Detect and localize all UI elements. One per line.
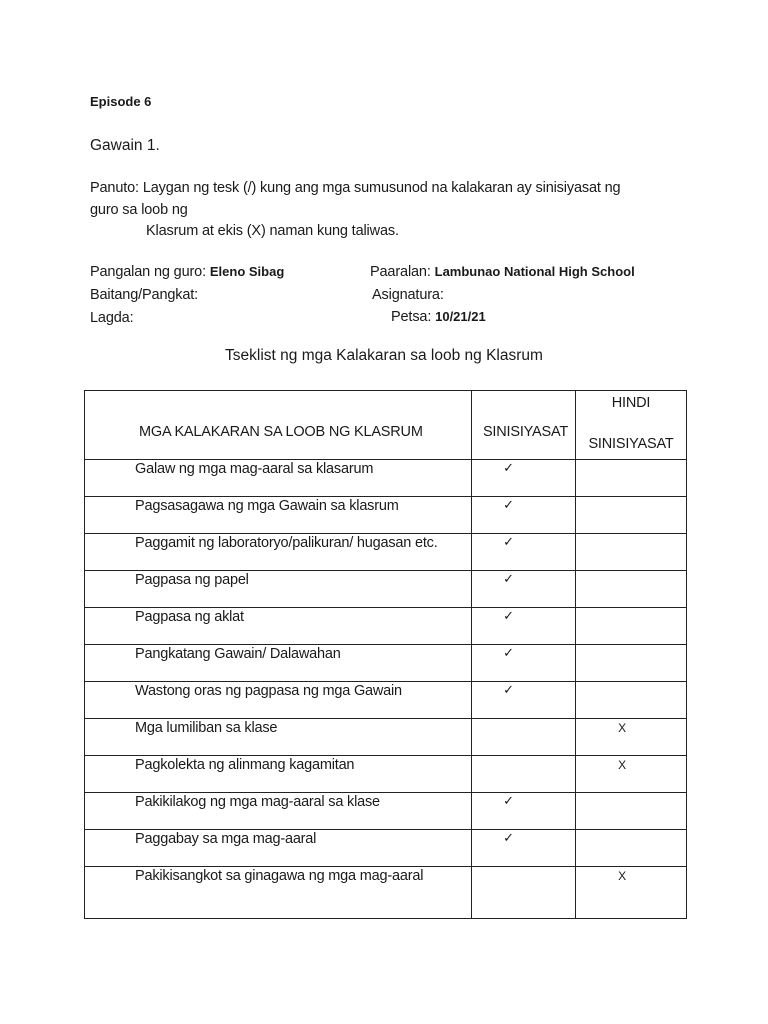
table-row bbox=[85, 497, 687, 534]
school-label: Paaralan: bbox=[370, 264, 431, 280]
table-row bbox=[85, 830, 687, 867]
teacher-name-label: Pangalan ng guro: bbox=[90, 264, 206, 280]
checkmark-icon: ✓ bbox=[503, 645, 514, 660]
not-observed-cell bbox=[576, 645, 687, 682]
checklist-table bbox=[84, 390, 687, 919]
checklist-header-row bbox=[85, 391, 687, 460]
table-row bbox=[85, 719, 687, 756]
x-mark-icon: X bbox=[618, 869, 626, 883]
activity-cell: Mga lumiliban sa klase bbox=[85, 719, 472, 756]
not-observed-cell bbox=[576, 534, 687, 571]
instructions-line-1: Panuto: Laygan ng tesk (/) kung ang mga sumusunod na kalakaran ay sinisiyasat ng bbox=[90, 180, 621, 196]
activity-cell: Pagkolekta ng alinmang kagamitan bbox=[85, 756, 472, 793]
checkmark-icon: ✓ bbox=[503, 608, 514, 623]
instructions bbox=[90, 178, 620, 243]
not-observed-cell bbox=[576, 571, 687, 608]
observed-cell bbox=[472, 793, 576, 830]
activity-cell: Pakikilakog ng mga mag-aaral sa klase bbox=[85, 793, 472, 830]
checkmark-icon: ✓ bbox=[503, 460, 514, 475]
activity-cell: Pagpasa ng papel bbox=[85, 571, 472, 608]
activity-column-header: MGA KALAKARAN SA LOOB NG KLASRUM bbox=[85, 391, 472, 460]
signature-label: Lagda: bbox=[90, 310, 134, 326]
instructions-line-2: guro sa loob ng bbox=[90, 201, 188, 218]
checkmark-icon: ✓ bbox=[503, 793, 514, 808]
table-row bbox=[85, 756, 687, 793]
observed-cell bbox=[472, 682, 576, 719]
school-field bbox=[370, 264, 635, 280]
activity-cell: Pakikisangkot sa ginagawa ng mga mag-aaral bbox=[85, 867, 472, 919]
subject-label: Asignatura: bbox=[372, 287, 444, 303]
not-observed-cell bbox=[576, 756, 687, 793]
table-row bbox=[85, 460, 687, 497]
grade-section-label: Baitang/Pangkat: bbox=[90, 287, 199, 303]
not-observed-cell bbox=[576, 682, 687, 719]
activity-cell: Galaw ng mga mag-aaral sa klasarum bbox=[85, 460, 472, 497]
observed-cell bbox=[472, 756, 576, 793]
not-observed-column-header: HINDI SINISIYASAT bbox=[576, 391, 687, 460]
checklist-title: Tseklist ng mga Kalakaran sa loob ng Klasrum bbox=[225, 347, 543, 364]
episode-label: Episode 6 bbox=[90, 94, 152, 109]
date-value: 10/21/21 bbox=[435, 309, 486, 324]
observed-column-header: SINISIYASAT bbox=[472, 391, 576, 460]
observed-cell bbox=[472, 497, 576, 534]
activity-cell: Wastong oras ng pagpasa ng mga Gawain bbox=[85, 682, 472, 719]
not-observed-cell bbox=[576, 608, 687, 645]
activity-cell: Paggabay sa mga mag-aaral bbox=[85, 830, 472, 867]
teacher-name-value: Eleno Sibag bbox=[209, 264, 285, 279]
date-field bbox=[391, 309, 486, 325]
activity-cell: Pagpasa ng aklat bbox=[85, 608, 472, 645]
observed-cell bbox=[472, 645, 576, 682]
observed-cell bbox=[472, 830, 576, 867]
observed-cell bbox=[472, 867, 576, 919]
observed-cell bbox=[472, 719, 576, 756]
not-observed-cell bbox=[576, 719, 687, 756]
table-row bbox=[85, 571, 687, 608]
observed-cell bbox=[472, 460, 576, 497]
table-row bbox=[85, 608, 687, 645]
date-label: Petsa: bbox=[391, 309, 432, 325]
teacher-name-field bbox=[90, 264, 284, 280]
activity-cell: Pangkatang Gawain/ Dalawahan bbox=[85, 645, 472, 682]
table-row bbox=[85, 645, 687, 682]
x-mark-icon: X bbox=[618, 721, 626, 735]
observed-cell bbox=[472, 608, 576, 645]
not-observed-cell bbox=[576, 497, 687, 534]
checkmark-icon: ✓ bbox=[503, 534, 514, 549]
checkmark-icon: ✓ bbox=[503, 830, 514, 845]
table-row bbox=[85, 682, 687, 719]
not-observed-cell bbox=[576, 460, 687, 497]
not-observed-cell bbox=[576, 867, 687, 919]
instructions-line-3: Klasrum at ekis (X) naman kung taliwas. bbox=[146, 223, 399, 239]
not-observed-cell bbox=[576, 830, 687, 867]
table-row bbox=[85, 793, 687, 830]
checkmark-icon: ✓ bbox=[503, 571, 514, 586]
table-row bbox=[85, 867, 687, 919]
observed-cell bbox=[472, 571, 576, 608]
x-mark-icon: X bbox=[618, 758, 626, 772]
school-value: Lambunao National High School bbox=[434, 264, 635, 279]
not-observed-cell bbox=[576, 793, 687, 830]
table-row bbox=[85, 534, 687, 571]
checkmark-icon: ✓ bbox=[503, 682, 514, 697]
activity-cell: Pagsasagawa ng mga Gawain sa klasrum bbox=[85, 497, 472, 534]
checkmark-icon: ✓ bbox=[503, 497, 514, 512]
activity-cell: Paggamit ng laboratoryo/palikuran/ hugasan etc. bbox=[85, 534, 472, 571]
observed-cell bbox=[472, 534, 576, 571]
activity-heading: Gawain 1. bbox=[90, 137, 160, 154]
